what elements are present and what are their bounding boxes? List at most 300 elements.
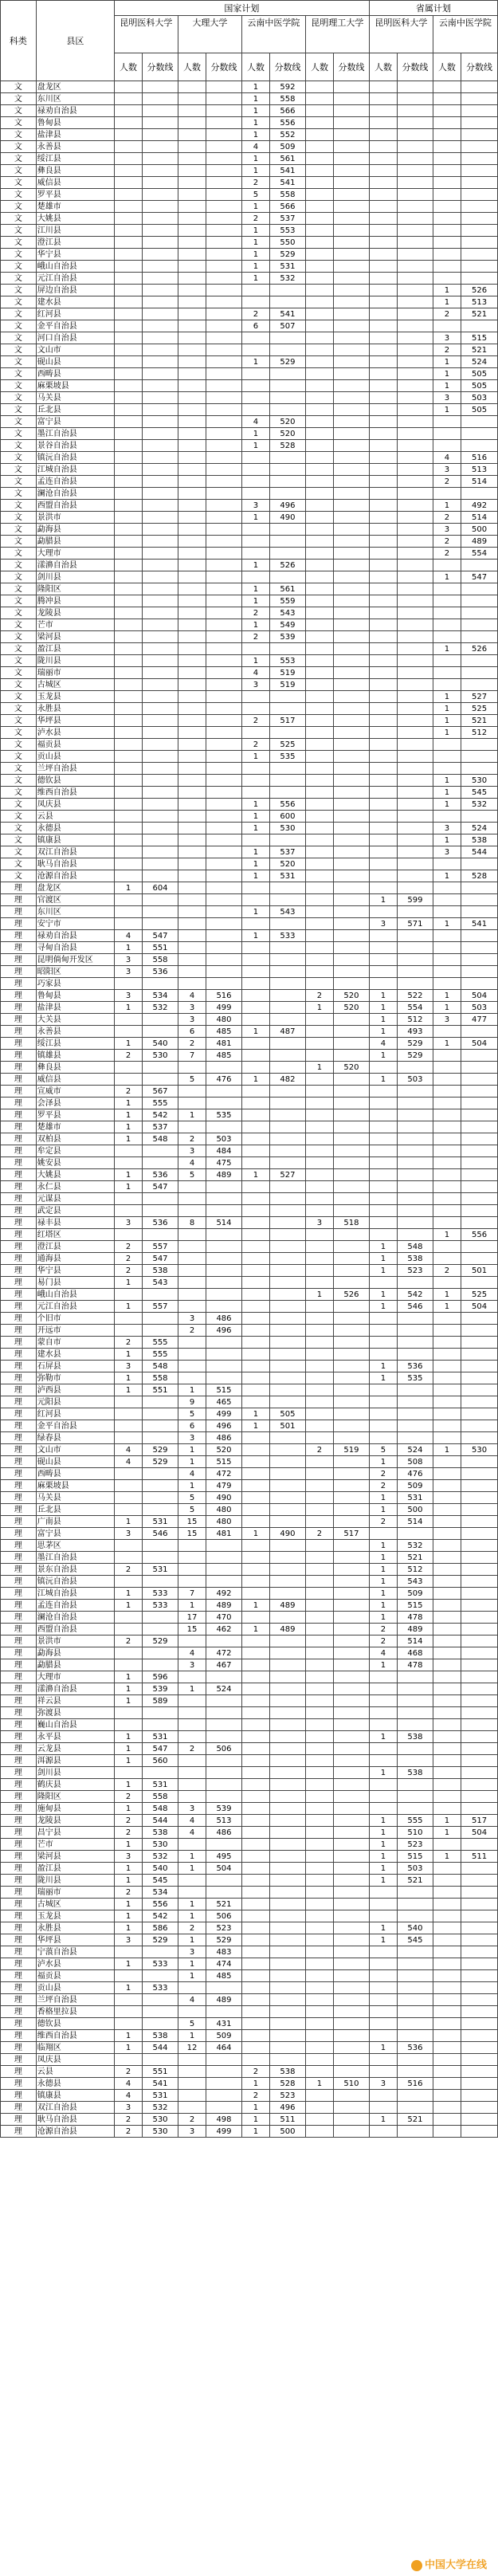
cell-score [334, 1552, 370, 1564]
cell-score [143, 560, 178, 571]
cell-score: 470 [206, 1612, 242, 1624]
cell-score [334, 882, 370, 894]
cell-score: 528 [270, 440, 306, 452]
cell-score [398, 1528, 433, 1540]
cell-score [334, 1372, 370, 1384]
cell-score [334, 1624, 370, 1636]
cell-score [461, 1970, 498, 1982]
cell-county: 彝良县 [36, 165, 114, 177]
cell-subject: 理 [1, 1839, 37, 1851]
cell-county: 永善县 [36, 141, 114, 153]
cell-count [433, 93, 461, 105]
cell-score: 481 [206, 1038, 242, 1050]
cell-score [206, 1719, 242, 1731]
cell-count [178, 416, 206, 428]
cell-count [305, 332, 333, 344]
cell-count: 1 [178, 1109, 206, 1121]
cell-score: 498 [206, 2114, 242, 2126]
cell-subject: 文 [1, 524, 37, 536]
cell-count: 1 [369, 1815, 397, 1827]
cell-score [143, 1576, 178, 1588]
cell-score: 515 [206, 1384, 242, 1396]
cell-count: 3 [114, 1851, 142, 1863]
cell-count [241, 1540, 269, 1552]
table-row [1, 930, 498, 942]
cell-count [369, 1528, 397, 1540]
cell-score [270, 488, 306, 500]
cell-count [241, 1946, 269, 1958]
table-row [1, 1325, 498, 1337]
cell-score: 510 [334, 2078, 370, 2090]
cell-count [114, 1480, 142, 1492]
table-row [1, 739, 498, 751]
cell-score [206, 1229, 242, 1241]
cell-count [305, 2126, 333, 2138]
cell-count [178, 153, 206, 165]
cell-county: 澜沧自治县 [36, 488, 114, 500]
cell-count [305, 1109, 333, 1121]
table-row [1, 392, 498, 404]
cell-score [334, 285, 370, 296]
cell-subject: 理 [1, 1372, 37, 1384]
cell-subject: 理 [1, 1887, 37, 1899]
cell-count [369, 500, 397, 512]
cell-count: 1 [241, 2126, 269, 2138]
cell-count [114, 273, 142, 285]
cell-score: 531 [143, 1516, 178, 1528]
cell-score: 535 [398, 1372, 433, 1384]
cell-count [433, 1408, 461, 1420]
cell-score: 541 [270, 165, 306, 177]
cell-subject: 文 [1, 213, 37, 225]
table-row [1, 368, 498, 380]
cell-count [433, 1970, 461, 1982]
cell-score [461, 201, 498, 213]
cell-score [143, 1289, 178, 1301]
table-row [1, 129, 498, 141]
cell-count [178, 1576, 206, 1588]
cell-county: 泸西县 [36, 1384, 114, 1396]
cell-count [305, 165, 333, 177]
cell-count: 4 [114, 2078, 142, 2090]
cell-score [206, 691, 242, 703]
cell-count [114, 1970, 142, 1982]
cell-count [178, 2006, 206, 2018]
cell-count [114, 703, 142, 715]
cell-score [334, 81, 370, 93]
cell-score [270, 1349, 306, 1361]
cell-count [433, 882, 461, 894]
cell-score [461, 1169, 498, 1181]
cell-score: 480 [206, 1516, 242, 1528]
cell-score [206, 595, 242, 607]
cell-county: 建水县 [36, 296, 114, 308]
cell-count [305, 894, 333, 906]
cell-count [369, 464, 397, 476]
cell-score [334, 1205, 370, 1217]
cell-score: 490 [270, 512, 306, 524]
cell-count [241, 1145, 269, 1157]
cell-count [433, 1121, 461, 1133]
cell-score [206, 500, 242, 512]
cell-score: 504 [461, 1827, 498, 1839]
header-school-kmmu-national: 昆明医科大学 [114, 16, 178, 53]
cell-score [334, 1492, 370, 1504]
cell-score: 555 [398, 1815, 433, 1827]
cell-count [241, 1612, 269, 1624]
cell-count [241, 1098, 269, 1109]
cell-count [369, 189, 397, 201]
cell-subject: 理 [1, 1337, 37, 1349]
cell-county: 丘北县 [36, 404, 114, 416]
cell-score [398, 930, 433, 942]
cell-score [334, 1504, 370, 1516]
cell-count: 1 [433, 1229, 461, 1241]
cell-county: 古城区 [36, 679, 114, 691]
cell-score [270, 1157, 306, 1169]
cell-score: 531 [143, 1779, 178, 1791]
cell-county: 孟连自治县 [36, 476, 114, 488]
cell-score [334, 1253, 370, 1265]
cell-count [305, 858, 333, 870]
cell-subject: 文 [1, 811, 37, 823]
cell-score [334, 488, 370, 500]
cell-count: 4 [114, 1456, 142, 1468]
table-row [1, 667, 498, 679]
cell-count [241, 1767, 269, 1779]
cell-count [369, 655, 397, 667]
cell-count [433, 153, 461, 165]
cell-count: 1 [369, 1026, 397, 1038]
table-row [1, 464, 498, 476]
cell-score: 551 [143, 2066, 178, 2078]
cell-count [369, 1755, 397, 1767]
cell-count [178, 213, 206, 225]
cell-count [369, 1098, 397, 1109]
cell-count: 5 [178, 1492, 206, 1504]
cell-score [206, 858, 242, 870]
cell-county: 墨江自治县 [36, 428, 114, 440]
cell-count [114, 918, 142, 930]
cell-score [206, 285, 242, 296]
cell-score [461, 2066, 498, 2078]
cell-score [334, 560, 370, 571]
cell-count: 2 [178, 1038, 206, 1050]
cell-count: 1 [433, 775, 461, 787]
cell-count [241, 763, 269, 775]
cell-score [270, 1958, 306, 1970]
cell-score: 485 [206, 1970, 242, 1982]
cell-count [114, 1432, 142, 1444]
cell-subject: 理 [1, 2066, 37, 2078]
cell-subject: 理 [1, 1946, 37, 1958]
cell-count [433, 1779, 461, 1791]
cell-score [270, 1863, 306, 1875]
cell-score: 531 [143, 1564, 178, 1576]
table-row [1, 1528, 498, 1540]
cell-score [398, 1121, 433, 1133]
cell-score [143, 1062, 178, 1074]
cell-count: 1 [114, 1372, 142, 1384]
cell-count [241, 1456, 269, 1468]
cell-score: 532 [143, 1851, 178, 1863]
cell-subject: 理 [1, 1420, 37, 1432]
cell-subject: 文 [1, 595, 37, 607]
cell-count [114, 416, 142, 428]
cell-count [433, 966, 461, 978]
cell-score [143, 1707, 178, 1719]
cell-score [334, 344, 370, 356]
cell-score [334, 1157, 370, 1169]
cell-count [178, 918, 206, 930]
cell-count [114, 368, 142, 380]
cell-count [369, 763, 397, 775]
cell-count [114, 548, 142, 560]
cell-county: 盈江县 [36, 643, 114, 655]
cell-county: 祥云县 [36, 1695, 114, 1707]
cell-county: 禄劝自治县 [36, 105, 114, 117]
cell-count [114, 1719, 142, 1731]
cell-count [114, 1014, 142, 1026]
cell-score [461, 2126, 498, 2138]
cell-county: 腾冲县 [36, 595, 114, 607]
cell-count [241, 488, 269, 500]
cell-count: 2 [305, 1444, 333, 1456]
cell-count: 1 [369, 990, 397, 1002]
cell-count [305, 882, 333, 894]
cell-count: 1 [178, 1600, 206, 1612]
cell-score [206, 1707, 242, 1719]
cell-score [206, 129, 242, 141]
table-row [1, 2006, 498, 2018]
cell-score [461, 1624, 498, 1636]
cell-score [334, 356, 370, 368]
cell-county: 个旧市 [36, 1313, 114, 1325]
cell-count [305, 1074, 333, 1086]
cell-count [305, 249, 333, 261]
cell-count [369, 344, 397, 356]
cell-county: 宣威市 [36, 1086, 114, 1098]
cell-county: 云县 [36, 811, 114, 823]
cell-count [178, 1361, 206, 1372]
cell-score: 511 [270, 2114, 306, 2126]
cell-score [206, 536, 242, 548]
cell-score [143, 1408, 178, 1420]
cell-county: 德钦县 [36, 2018, 114, 2030]
cell-score [143, 1193, 178, 1205]
cell-count [114, 1647, 142, 1659]
cell-count [305, 1325, 333, 1337]
cell-county: 会泽县 [36, 1098, 114, 1109]
cell-score: 519 [270, 667, 306, 679]
cell-score [270, 1133, 306, 1145]
cell-subject: 文 [1, 404, 37, 416]
cell-score [143, 464, 178, 476]
cell-count [241, 990, 269, 1002]
cell-score [206, 464, 242, 476]
cell-count [433, 954, 461, 966]
header-count: 人数 [178, 53, 206, 81]
cell-count [369, 1958, 397, 1970]
cell-score [461, 1396, 498, 1408]
cell-score [461, 1791, 498, 1803]
cell-score: 478 [398, 1612, 433, 1624]
cell-count [114, 775, 142, 787]
cell-county: 施甸县 [36, 1803, 114, 1815]
cell-score [334, 296, 370, 308]
cell-county: 大姚县 [36, 213, 114, 225]
cell-score [334, 1540, 370, 1552]
cell-subject: 理 [1, 918, 37, 930]
cell-score [398, 2066, 433, 2078]
cell-county: 镇沅自治县 [36, 1576, 114, 1588]
cell-score: 512 [398, 1564, 433, 1576]
cell-count [433, 1695, 461, 1707]
cell-score: 520 [334, 1002, 370, 1014]
table-row [1, 1851, 498, 1863]
cell-score: 515 [398, 1600, 433, 1612]
cell-score: 532 [143, 2102, 178, 2114]
cell-count: 2 [114, 2126, 142, 2138]
cell-score [398, 1384, 433, 1396]
cell-count [369, 739, 397, 751]
cell-count: 1 [433, 1827, 461, 1839]
cell-score: 489 [270, 1624, 306, 1636]
cell-count: 3 [433, 846, 461, 858]
cell-score [270, 1002, 306, 1014]
cell-count [114, 1145, 142, 1157]
cell-count [241, 894, 269, 906]
cell-subject: 理 [1, 1133, 37, 1145]
cell-score [206, 930, 242, 942]
cell-score [143, 1994, 178, 2006]
cell-count: 1 [433, 1815, 461, 1827]
cell-score [143, 2054, 178, 2066]
cell-score [461, 631, 498, 643]
cell-score [143, 595, 178, 607]
cell-count: 1 [433, 834, 461, 846]
cell-score [461, 930, 498, 942]
table-row [1, 655, 498, 667]
cell-count [305, 392, 333, 404]
cell-score: 527 [461, 691, 498, 703]
table-row [1, 1839, 498, 1851]
cell-count [178, 344, 206, 356]
cell-score [206, 1791, 242, 1803]
cell-subject: 理 [1, 1707, 37, 1719]
cell-count [305, 1994, 333, 2006]
cell-count [178, 560, 206, 571]
cell-count [433, 1588, 461, 1600]
cell-county: 富宁县 [36, 1528, 114, 1540]
cell-score [398, 392, 433, 404]
cell-score: 503 [206, 1133, 242, 1145]
cell-score [270, 392, 306, 404]
cell-score: 556 [461, 1229, 498, 1241]
table-row [1, 1683, 498, 1695]
cell-count [433, 2126, 461, 2138]
cell-count [305, 524, 333, 536]
cell-score [334, 1647, 370, 1659]
cell-score [461, 1982, 498, 1994]
cell-count [433, 2102, 461, 2114]
cell-score: 528 [461, 870, 498, 882]
cell-count [305, 787, 333, 799]
cell-score [334, 643, 370, 655]
cell-count [433, 1169, 461, 1181]
cell-count [369, 1803, 397, 1815]
table-row [1, 1743, 498, 1755]
cell-county: 陇川县 [36, 1875, 114, 1887]
cell-subject: 理 [1, 1396, 37, 1408]
cell-county: 峨山自治县 [36, 261, 114, 273]
cell-count [369, 775, 397, 787]
table-row [1, 703, 498, 715]
cell-count [369, 296, 397, 308]
cell-subject: 文 [1, 834, 37, 846]
cell-count: 1 [178, 1910, 206, 1922]
header-score: 分数线 [461, 53, 498, 81]
cell-count [178, 177, 206, 189]
cell-count [178, 739, 206, 751]
cell-score [398, 727, 433, 739]
cell-count [433, 631, 461, 643]
cell-score [270, 1456, 306, 1468]
cell-count [369, 2054, 397, 2066]
cell-count [178, 1193, 206, 1205]
table-row [1, 751, 498, 763]
table-row [1, 1241, 498, 1253]
table-row [1, 1707, 498, 1719]
cell-count [241, 1839, 269, 1851]
header-score: 分数线 [143, 53, 178, 81]
cell-count [241, 1899, 269, 1910]
cell-count [369, 643, 397, 655]
cell-score [334, 1695, 370, 1707]
cell-county: 鹤庆县 [36, 1779, 114, 1791]
cell-count [305, 667, 333, 679]
cell-count [178, 978, 206, 990]
cell-score: 475 [206, 1157, 242, 1169]
cell-count: 5 [178, 1169, 206, 1181]
cell-count [369, 858, 397, 870]
cell-score [143, 1205, 178, 1217]
cell-score: 521 [398, 1875, 433, 1887]
cell-score [461, 667, 498, 679]
cell-score: 482 [270, 1074, 306, 1086]
table-row [1, 1217, 498, 1229]
table-row [1, 512, 498, 524]
cell-score: 523 [398, 1265, 433, 1277]
cell-count [433, 1958, 461, 1970]
cell-score [143, 2018, 178, 2030]
cell-score [334, 1109, 370, 1121]
cell-count [369, 1695, 397, 1707]
cell-subject: 文 [1, 691, 37, 703]
cell-score [270, 1109, 306, 1121]
cell-count [114, 213, 142, 225]
cell-subject: 文 [1, 751, 37, 763]
cell-count [178, 583, 206, 595]
table-row [1, 1301, 498, 1313]
cell-score [143, 404, 178, 416]
cell-subject: 文 [1, 249, 37, 261]
cell-count [305, 440, 333, 452]
cell-count [305, 452, 333, 464]
cell-score [206, 846, 242, 858]
cell-count: 1 [241, 1624, 269, 1636]
cell-count: 2 [305, 1528, 333, 1540]
